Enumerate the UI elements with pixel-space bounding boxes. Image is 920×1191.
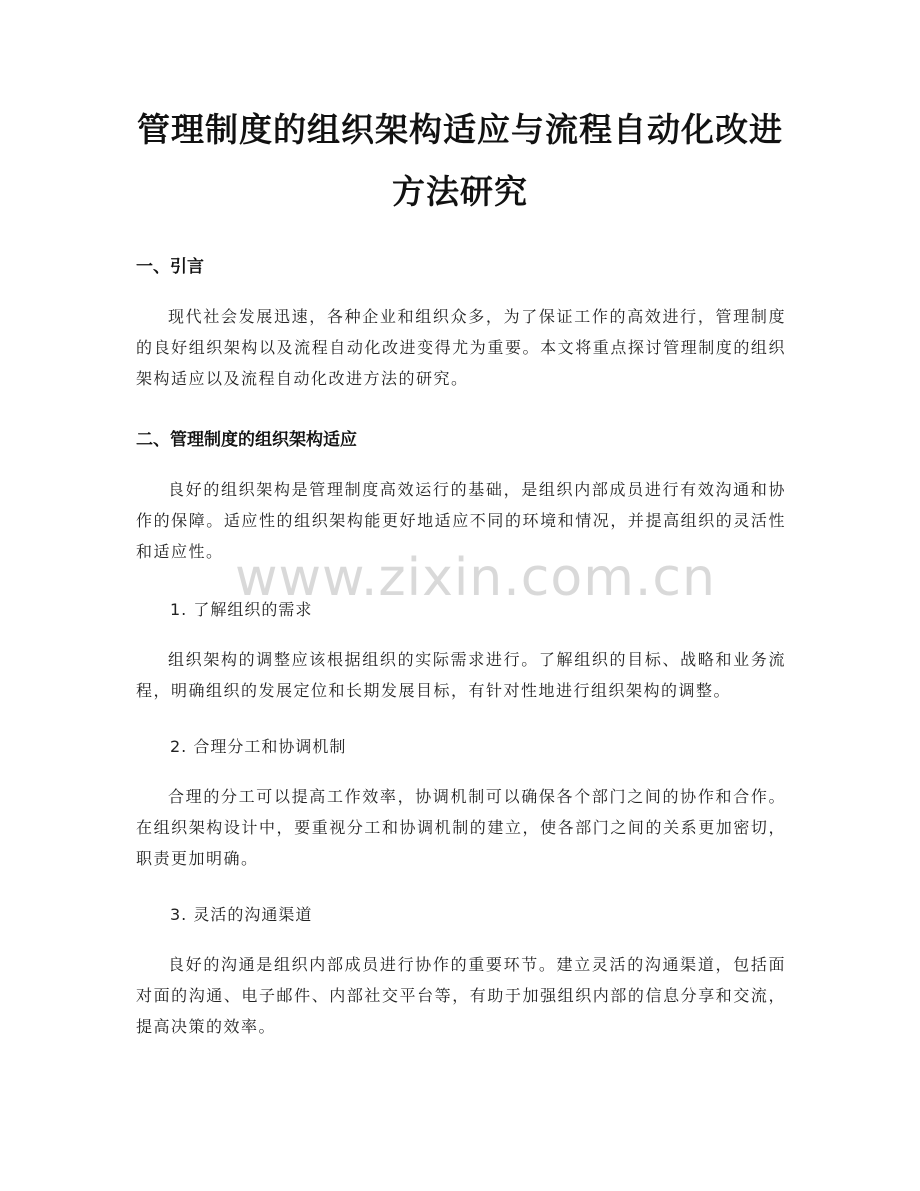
item-paragraph-2: 合理的分工可以提高工作效率，协调机制可以确保各个部门之间的协作和合作。在组织架构设计中，要重视分工和协调机制的建立，使各部门之间的关系更加密切，职责更加明确。 xyxy=(136,787,786,868)
item-paragraph-1: 组织架构的调整应该根据组织的实际需求进行。了解组织的目标、战略和业务流程，明确组织的发展定位和长期发展目标，有针对性地进行组织架构的调整。 xyxy=(136,650,786,700)
item-heading-2: 2. 合理分工和协调机制 xyxy=(170,737,347,756)
section-heading-org-structure: 二、管理制度的组织架构适应 xyxy=(136,430,357,450)
item-paragraph-3: 良好的沟通是组织内部成员进行协作的重要环节。建立灵活的沟通渠道，包括面对面的沟通、电子邮件、内部社交平台等，有助于加强组织内部的信息分享和交流，提高决策的效率。 xyxy=(136,955,786,1036)
item-heading-3: 3. 灵活的沟通渠道 xyxy=(170,905,313,924)
introduction-paragraph: 现代社会发展迅速，各种企业和组织众多，为了保证工作的高效进行，管理制度的良好组织架构以及流程自动化改进变得尤为重要。本文将重点探讨管理制度的组织架构适应以及流程自动化改进方法的研究。 xyxy=(136,307,786,388)
item-heading-1: 1. 了解组织的需求 xyxy=(170,600,313,619)
document-title-line-1: 管理制度的组织架构适应与流程自动化改进 xyxy=(137,110,783,149)
watermark: www.zixin.com.cn xyxy=(235,548,716,608)
section-heading-introduction: 一、引言 xyxy=(136,257,204,277)
document-title-line-2: 方法研究 xyxy=(392,172,528,211)
org-structure-paragraph: 良好的组织架构是管理制度高效运行的基础，是组织内部成员进行有效沟通和协作的保障。适应性的组织架构能更好地适应不同的环境和情况，并提高组织的灵活性和适应性。 xyxy=(136,480,786,561)
